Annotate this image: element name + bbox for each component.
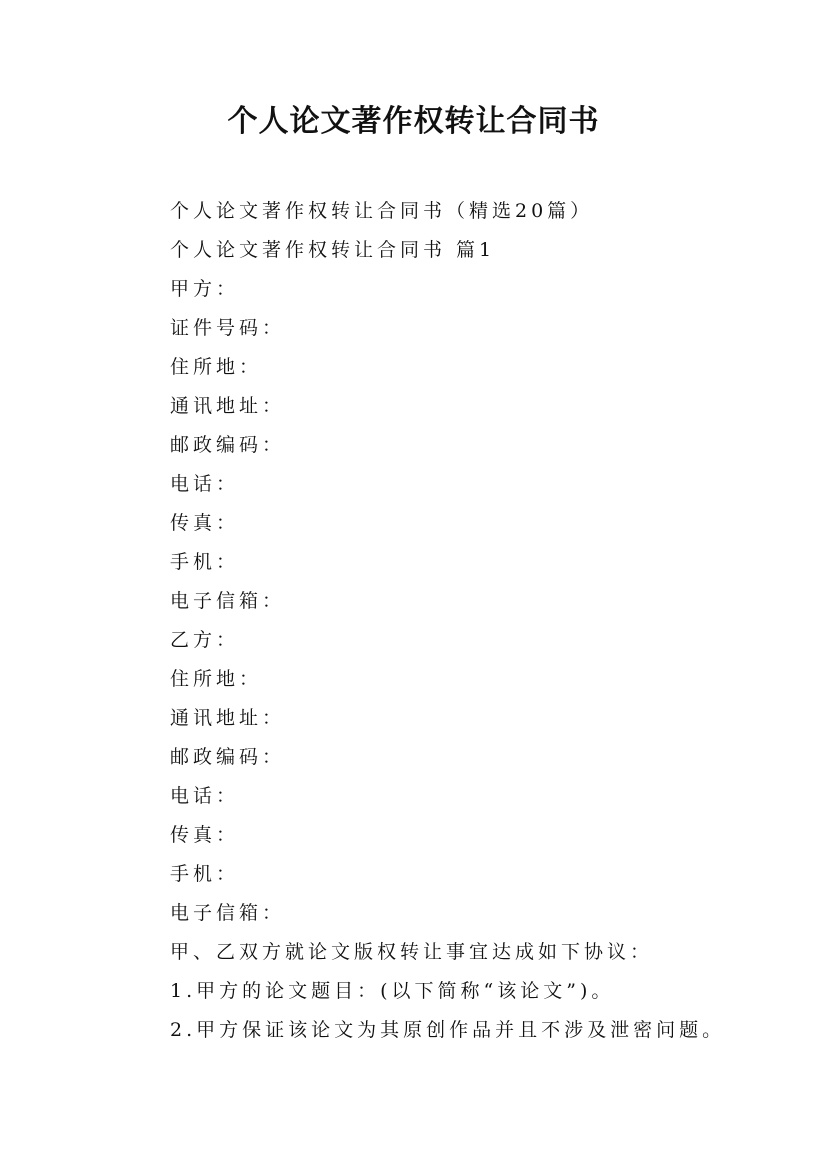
party-a-fax: 传真： xyxy=(170,512,240,534)
party-a-id-number: 证件号码： xyxy=(170,317,286,339)
party-b-residence: 住所地： xyxy=(170,668,263,690)
subtitle-line: 个人论文著作权转让合同书（精选20篇） xyxy=(170,200,594,222)
agreement-intro: 甲、乙双方就论文版权转让事宜达成如下协议： xyxy=(170,941,654,963)
party-a-mobile: 手机： xyxy=(170,551,240,573)
document-body xyxy=(170,192,790,1050)
party-b-email: 电子信箱： xyxy=(170,902,286,924)
party-a-phone: 电话： xyxy=(170,473,240,495)
party-b-fax: 传真： xyxy=(170,824,240,846)
section-heading: 个人论文著作权转让合同书 篇1 xyxy=(170,239,496,261)
party-b-postal-code: 邮政编码： xyxy=(170,746,286,768)
party-b-label: 乙方： xyxy=(170,629,240,651)
party-a-mailing-address: 通讯地址： xyxy=(170,395,286,417)
party-b-mailing-address: 通讯地址： xyxy=(170,707,286,729)
clause-1: 1.甲方的论文题目：(以下简称“该论文”)。 xyxy=(170,980,615,1002)
party-b-phone: 电话： xyxy=(170,785,240,807)
party-a-label: 甲方： xyxy=(170,278,240,300)
party-a-residence: 住所地： xyxy=(170,356,263,378)
party-a-postal-code: 邮政编码： xyxy=(170,434,286,456)
clause-2: 2.甲方保证该论文为其原创作品并且不涉及泄密问题。 xyxy=(170,1019,726,1041)
party-a-email: 电子信箱： xyxy=(170,590,286,612)
document-title: 个人论文著作权转让合同书 xyxy=(227,104,600,139)
party-b-mobile: 手机： xyxy=(170,863,240,885)
